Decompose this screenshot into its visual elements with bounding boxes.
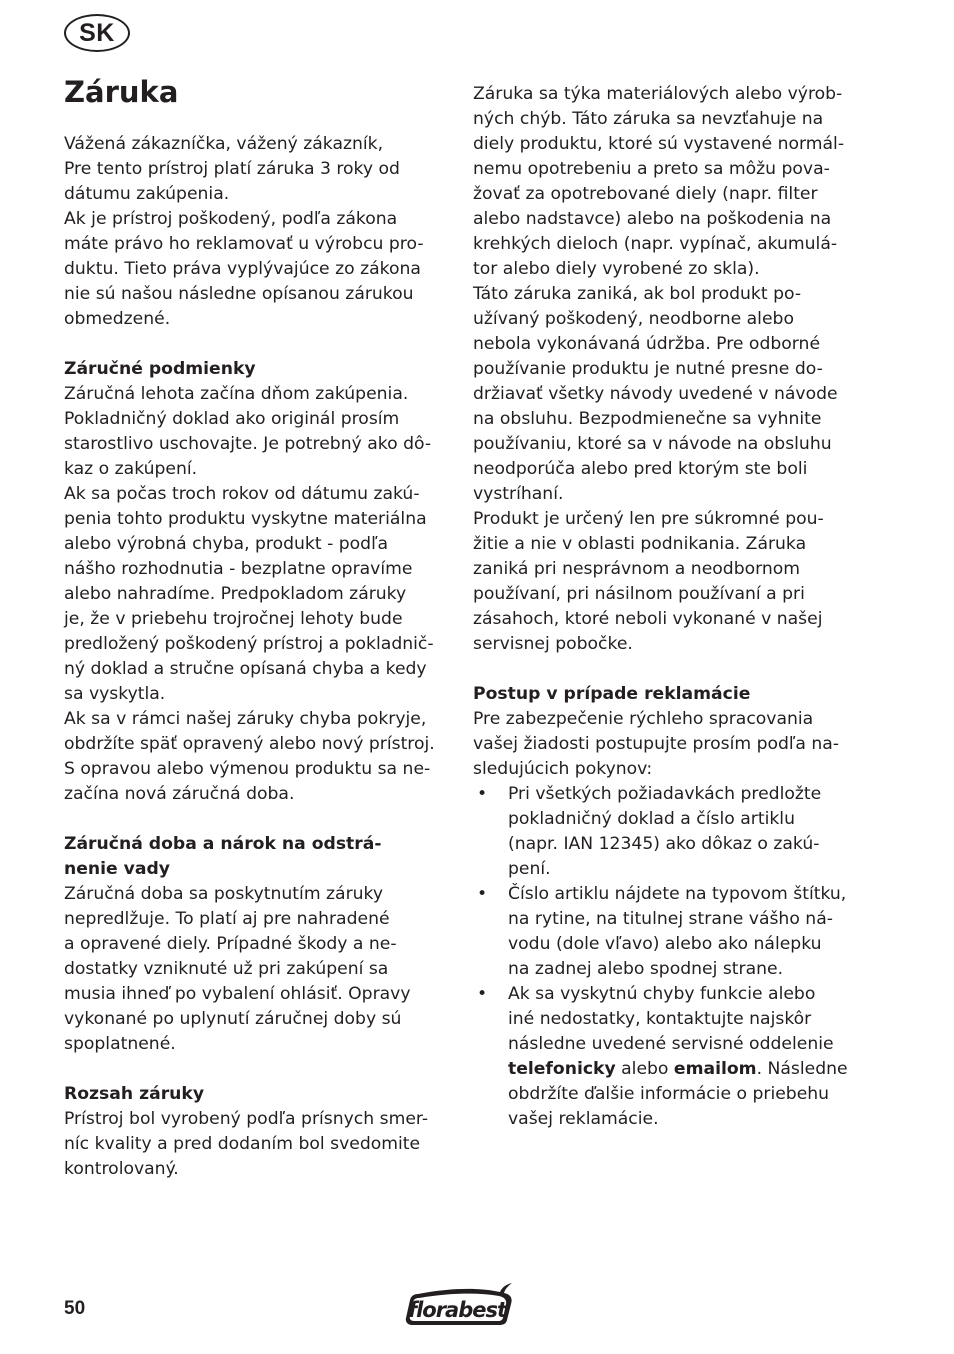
phone-contact-emphasis: telefonicky	[508, 1059, 616, 1079]
section-heading-scope: Rozsah záruky	[64, 1084, 205, 1104]
list-item: • Pri všetkých požiadavkách predložte pokladničný doklad a číslo artiklu (napr. IAN 12345) ako dôkaz o zakú- pení.	[473, 782, 865, 882]
claims-list	[473, 782, 865, 1132]
section-heading-warranty-period: Záručná doba a nárok na odstrá- nenie vady	[64, 834, 382, 879]
conditions-paragraph: Záručná lehota začína dňom zakúpenia. Pokladničný doklad ako originál prosím starostlivo uschovajte. Je potrebný ako dô- kaz o zakúpení. Ak sa počas troch rokov od dátumu zakú- penia tohto produktu vyskytne materiálna alebo výrobná chyba, produkt - podľa nášho rozhodnutia - bezplatne opravíme alebo nahradíme. Predpokladom záruky je, že v priebehu trojročnej lehoty bude predložený poškodený prístroj a pokladnič- ný doklad a stručne opísaná chyba a kedy sa vyskytla. Ak sa v rámci našej záruky chyba pokryje, obdržíte späť opravený alebo nový prístroj. S opravou alebo výmenou produktu sa ne- začína nová záručná doba.	[64, 384, 435, 804]
email-contact-emphasis: emailom	[673, 1059, 757, 1079]
intro-paragraph: Vážená zákazníčka, vážený zákazník, Pre tento prístroj platí záruka 3 roky od dátumu zakúpenia. Ak je prístroj poškodený, podľa zákona máte právo ho reklamovať u výrobcu pro- duktu. Tieto práva vyplývajúce zo zákona nie sú našou následne opísanou zárukou obmedzené.	[64, 134, 424, 329]
claims-intro-paragraph: Pre zabezpečenie rýchleho spracovania vašej žiadosti postupujte prosím podľa na- sledujúcich pokynov:	[473, 709, 839, 779]
left-column	[64, 132, 464, 1182]
scope-paragraph: Prístroj bol vyrobený podľa prísnych smer- níc kvality a pred dodaním bol svedomite kontrolovaný.	[64, 1109, 429, 1179]
scope-continued-paragraph: Záruka sa týka materiálových alebo výrob- ných chýb. Táto záruka sa nevzťahuje na diely produktu, ktoré sú vystavené normál- nemu opotrebeniu a preto sa môžu pova- žovať za opotrebované diely (napr. filter alebo nadstavce) alebo na poškodenia na krehkých dieloch (napr. vypínač, akumulá- tor alebo diely vyrobené zo skla). Táto záruka zaniká, ak bol produkt po- užívaný poškodený, neodborne alebo nebola vykonávaná údržba. Pre odborné používanie produktu je nutné presne do- držiavať všetky návody uvedené v návode na obsluhu. Bezpodmienečne sa vyhnite používaniu, ktoré sa v návode na obsluhu neodporúča alebo pred ktorým ste boli vystríhaní. Produkt je určený len pre súkromné pou- žitie a nie v oblasti podnikania. Záruka zaniká pri nesprávnom a neodbornom používaní, pri násilnom používaní a pri zásahoch, ktoré neboli vykonané v našej servisnej pobočke.	[473, 84, 845, 654]
section-heading-conditions: Záručné podmienky	[64, 359, 256, 379]
florabest-logo	[404, 1282, 516, 1330]
list-item: • Ak sa vyskytnú chyby funkcie alebo iné nedostatky, kontaktujte najskôr následne uvedené servisné oddelenie telefonicky alebo emailom. Následne obdržíte ďalšie informácie o priebehu vašej reklamácie.	[473, 982, 865, 1132]
warranty-period-paragraph: Záručná doba sa poskytnutím záruky nepredlžuje. To platí aj pre nahradené a opravené diely. Prípadné škody a ne- dostatky vzniknuté už pri zakúpení sa musia ihneď po vybalení ohlásiť. Opravy vykonané po uplynutí záručnej doby sú spoplatnené.	[64, 884, 411, 1054]
page-title: Záruka	[64, 75, 179, 109]
language-badge: SK	[64, 14, 130, 52]
page-number: 50	[64, 1298, 86, 1319]
logo-text: florabest	[407, 1298, 507, 1322]
list-item: • Číslo artiklu nájdete na typovom štítku, na rytine, na titulnej strane vášho ná- vodu (dole vľavo) alebo ako nálepku na zadnej alebo spodnej strane.	[473, 882, 865, 982]
right-column	[473, 82, 865, 1132]
section-heading-claims: Postup v prípade reklamácie	[473, 684, 751, 704]
